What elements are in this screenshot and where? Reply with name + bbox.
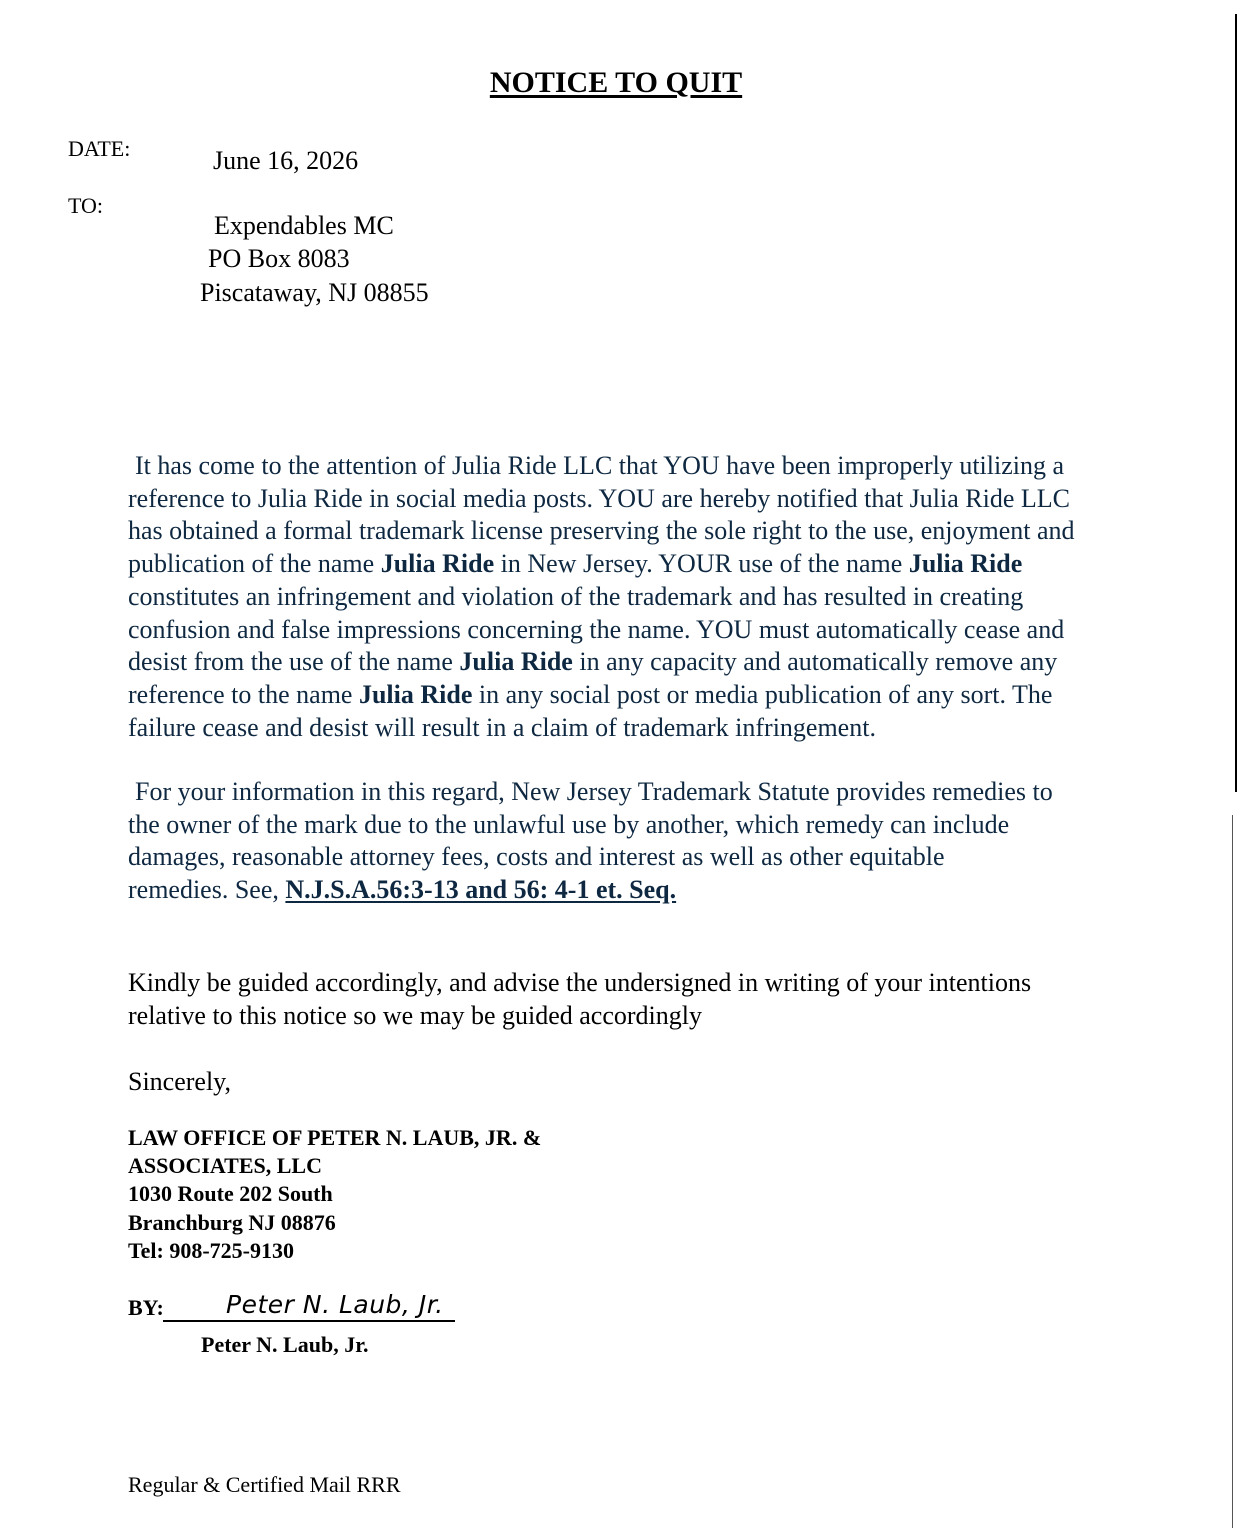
paragraph-line: confusion and false impressions concerning the name. YOU must automatically cease and	[128, 614, 1065, 644]
firm-name-line2: ASSOCIATES, LLC	[128, 1153, 322, 1179]
handwritten-signature: Peter N. Laub, Jr.	[226, 1290, 444, 1319]
by-label: BY:	[128, 1295, 164, 1320]
date-label: DATE:	[68, 136, 131, 161]
document-title: NOTICE TO QUIT	[489, 66, 743, 99]
text-run: in any social post or media publication of any sort. The	[472, 679, 1053, 709]
firm-address-line1: 1030 Route 202 South	[128, 1181, 333, 1207]
mail-method: Regular & Certified Mail RRR	[128, 1472, 401, 1497]
paragraph-line: has obtained a formal trademark license preserving the sole right to the use, enjoyment and	[128, 516, 1075, 546]
paragraph-trademark-notice	[128, 450, 1188, 744]
text-run: publication of the name	[128, 549, 381, 579]
to-label: TO:	[68, 193, 104, 218]
paragraph-line: failure cease and desist will result in a claim of trademark infringement.	[128, 712, 876, 742]
paragraph-line: relative to this notice so we may be guided accordingly	[128, 1000, 702, 1030]
date-value: June 16, 2026	[213, 146, 359, 175]
paragraph-request	[128, 967, 1188, 1032]
paragraph-line: reference to Julia Ride in social media posts. YOU are hereby notified that Julia Ride LLC	[128, 483, 1070, 513]
firm-signature-block	[128, 1124, 541, 1265]
paragraph-line	[128, 646, 1188, 679]
paragraph-line: It has come to the attention of Julia Ride LLC that YOU have been improperly utilizing a	[135, 451, 1065, 480]
paragraph-line: damages, reasonable attorney fees, costs and interest as well as other equitable	[128, 842, 945, 872]
paragraph-line: For your information in this regard, New Jersey Trademark Statute provides remedies to	[135, 777, 1053, 806]
bold-name: Julia Ride	[380, 549, 495, 579]
closing: Sincerely,	[128, 1067, 231, 1096]
bold-name: Julia Ride	[459, 647, 573, 677]
right-margin-rule-lower	[1232, 815, 1233, 1528]
paragraph-statute	[128, 776, 1188, 907]
paragraph-line: Kindly be guided accordingly, and advise the undersigned in writing of your intentions	[128, 968, 1032, 997]
paragraph-line	[128, 548, 1188, 581]
text-run: in New Jersey. YOUR use of the name	[494, 549, 909, 579]
signature-line	[163, 1320, 455, 1322]
bold-name: Julia Ride	[358, 679, 473, 709]
text-run: desist from the use of the name	[128, 647, 460, 677]
recipient-address-line2: Piscataway, NJ 08855	[200, 278, 429, 307]
right-margin-rule	[1235, 14, 1237, 792]
firm-address-line2: Branchburg NJ 08876	[128, 1209, 336, 1235]
bold-name: Julia Ride	[908, 549, 1023, 579]
paragraph-line	[128, 679, 1188, 712]
recipient-name: Expendables MC	[214, 211, 394, 240]
firm-name-line1: LAW OFFICE OF PETER N. LAUB, JR. &	[128, 1125, 542, 1150]
paragraph-line: the owner of the mark due to the unlawful use by another, which remedy can include	[128, 809, 1010, 839]
text-run: remedies. See,	[128, 875, 286, 905]
paragraph-line	[128, 874, 1188, 907]
paragraph-line: constitutes an infringement and violation of the trademark and has resulted in creating	[128, 581, 1024, 611]
signer-name: Peter N. Laub, Jr.	[201, 1332, 369, 1357]
statute-citation: N.J.S.A.56:3-13 and 56: 4-1 et. Seq.	[285, 875, 677, 905]
firm-phone: Tel: 908-725-9130	[128, 1237, 295, 1263]
text-run: reference to the name	[128, 679, 359, 709]
text-run: in any capacity and automatically remove any	[572, 647, 1058, 677]
recipient-address-line1: PO Box 8083	[208, 244, 350, 273]
